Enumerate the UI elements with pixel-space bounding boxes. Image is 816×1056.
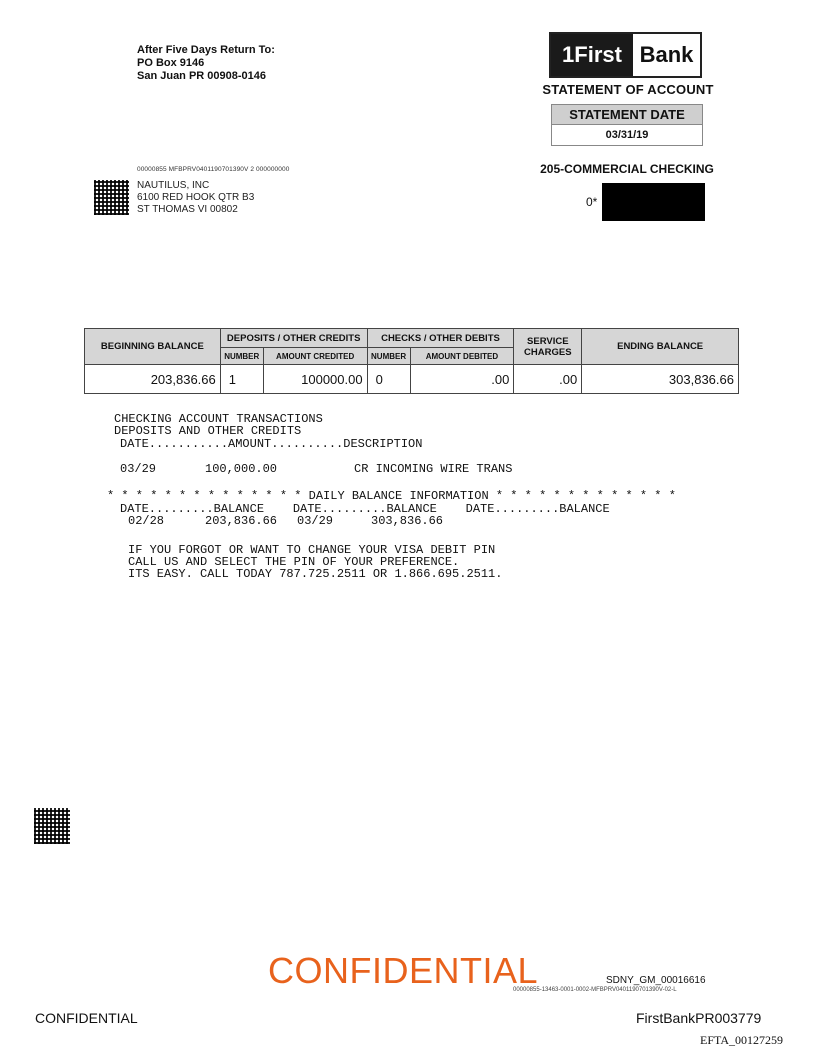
header-amount-credited: AMOUNT CREDITED (263, 348, 367, 365)
bank-logo-mark: 1First (551, 34, 633, 76)
check-count-value: 0 (367, 365, 410, 394)
return-address-line: PO Box 9146 (137, 57, 205, 69)
ending-balance-value: 303,836.66 (582, 365, 739, 394)
recipient-city: ST THOMAS VI 00802 (137, 204, 238, 215)
return-address-line: San Juan PR 00908-0146 (137, 70, 267, 82)
statement-date-label: STATEMENT DATE (552, 105, 702, 125)
transaction-date: 03/29 (120, 462, 157, 476)
bank-logo (549, 32, 702, 78)
statement-title: STATEMENT OF ACCOUNT (542, 82, 714, 97)
header-check-number: NUMBER (367, 348, 410, 365)
table-row (85, 365, 739, 394)
header-deposit-number: NUMBER (220, 348, 263, 365)
account-type: 205-COMMERCIAL CHECKING (540, 162, 714, 176)
return-address-line: After Five Days Return To: (137, 44, 275, 56)
transaction-description: CR INCOMING WIRE TRANS (354, 462, 513, 476)
statement-date-box (551, 104, 703, 146)
daily-balance-date: 02/28 (128, 514, 165, 528)
notice-line: IF YOU FORGOT OR WANT TO CHANGE YOUR VISA DEBIT PIN (128, 543, 496, 557)
confidential-stamp: CONFIDENTIAL (268, 950, 539, 991)
service-charges-value: .00 (514, 365, 582, 394)
footer-microline: 00000855-13463-0001-0002-MFBPRV0401190701390V-02-L (513, 987, 677, 993)
transactions-heading: CHECKING ACCOUNT TRANSACTIONS (114, 412, 323, 426)
barcode-icon (94, 180, 129, 215)
notice-line: ITS EASY. CALL TODAY 787.725.2511 OR 1.866.695.2511. (128, 567, 503, 581)
efta-number: EFTA_00127259 (700, 1033, 784, 1047)
return-address-block (137, 44, 275, 83)
header-checks: CHECKS / OTHER DEBITS (367, 329, 514, 348)
header-amount-debited: AMOUNT DEBITED (410, 348, 514, 365)
transaction-amount: 100,000.00 (205, 462, 278, 476)
header-beginning-balance: BEGINNING BALANCE (85, 329, 221, 365)
statement-date-value: 03/31/19 (605, 129, 649, 141)
bank-logo-word: Bank (639, 42, 694, 67)
redaction-box (602, 183, 705, 221)
deposits-heading: DEPOSITS AND OTHER CREDITS (114, 424, 302, 438)
daily-balance-columns: DATE.........BALANCE DATE.........BALANCE DATE.........BALANCE (120, 502, 610, 516)
mailing-microline: 00000855 MFBPRV0401190701390V 2 000000000 (137, 166, 290, 173)
notice-line: CALL US AND SELECT THE PIN OF YOUR PREFERENCE. (128, 555, 460, 569)
balance-summary-table (84, 328, 739, 394)
header-service-charges: SERVICE CHARGES (514, 329, 582, 365)
beginning-balance-value: 203,836.66 (85, 365, 221, 394)
transactions-columns: DATE...........AMOUNT..........DESCRIPTION (120, 437, 423, 451)
confidential-label: CONFIDENTIAL (35, 1010, 138, 1026)
sdny-id: SDNY_GM_00016616 (606, 975, 706, 986)
recipient-name: NAUTILUS, INC (137, 180, 210, 191)
deposit-count-value: 1 (220, 365, 263, 394)
amount-debited-value: .00 (410, 365, 514, 394)
recipient-street: 6100 RED HOOK QTR B3 (137, 192, 255, 203)
mailing-address (137, 180, 254, 216)
daily-balance-date: 03/29 (297, 514, 334, 528)
bates-number: FirstBankPR003779 (636, 1010, 762, 1026)
daily-balance-amount: 303,836.66 (371, 514, 444, 528)
barcode-icon (34, 808, 70, 844)
account-number-prefix: 0* (586, 195, 598, 209)
header-deposits: DEPOSITS / OTHER CREDITS (220, 329, 367, 348)
daily-balance-banner: * * * * * * * * * * * * * * DAILY BALANCE INFORMATION * * * * * * * * * * * * * (107, 489, 676, 503)
amount-credited-value: 100000.00 (263, 365, 367, 394)
daily-balance-amount: 203,836.66 (205, 514, 278, 528)
header-ending-balance: ENDING BALANCE (582, 329, 739, 365)
